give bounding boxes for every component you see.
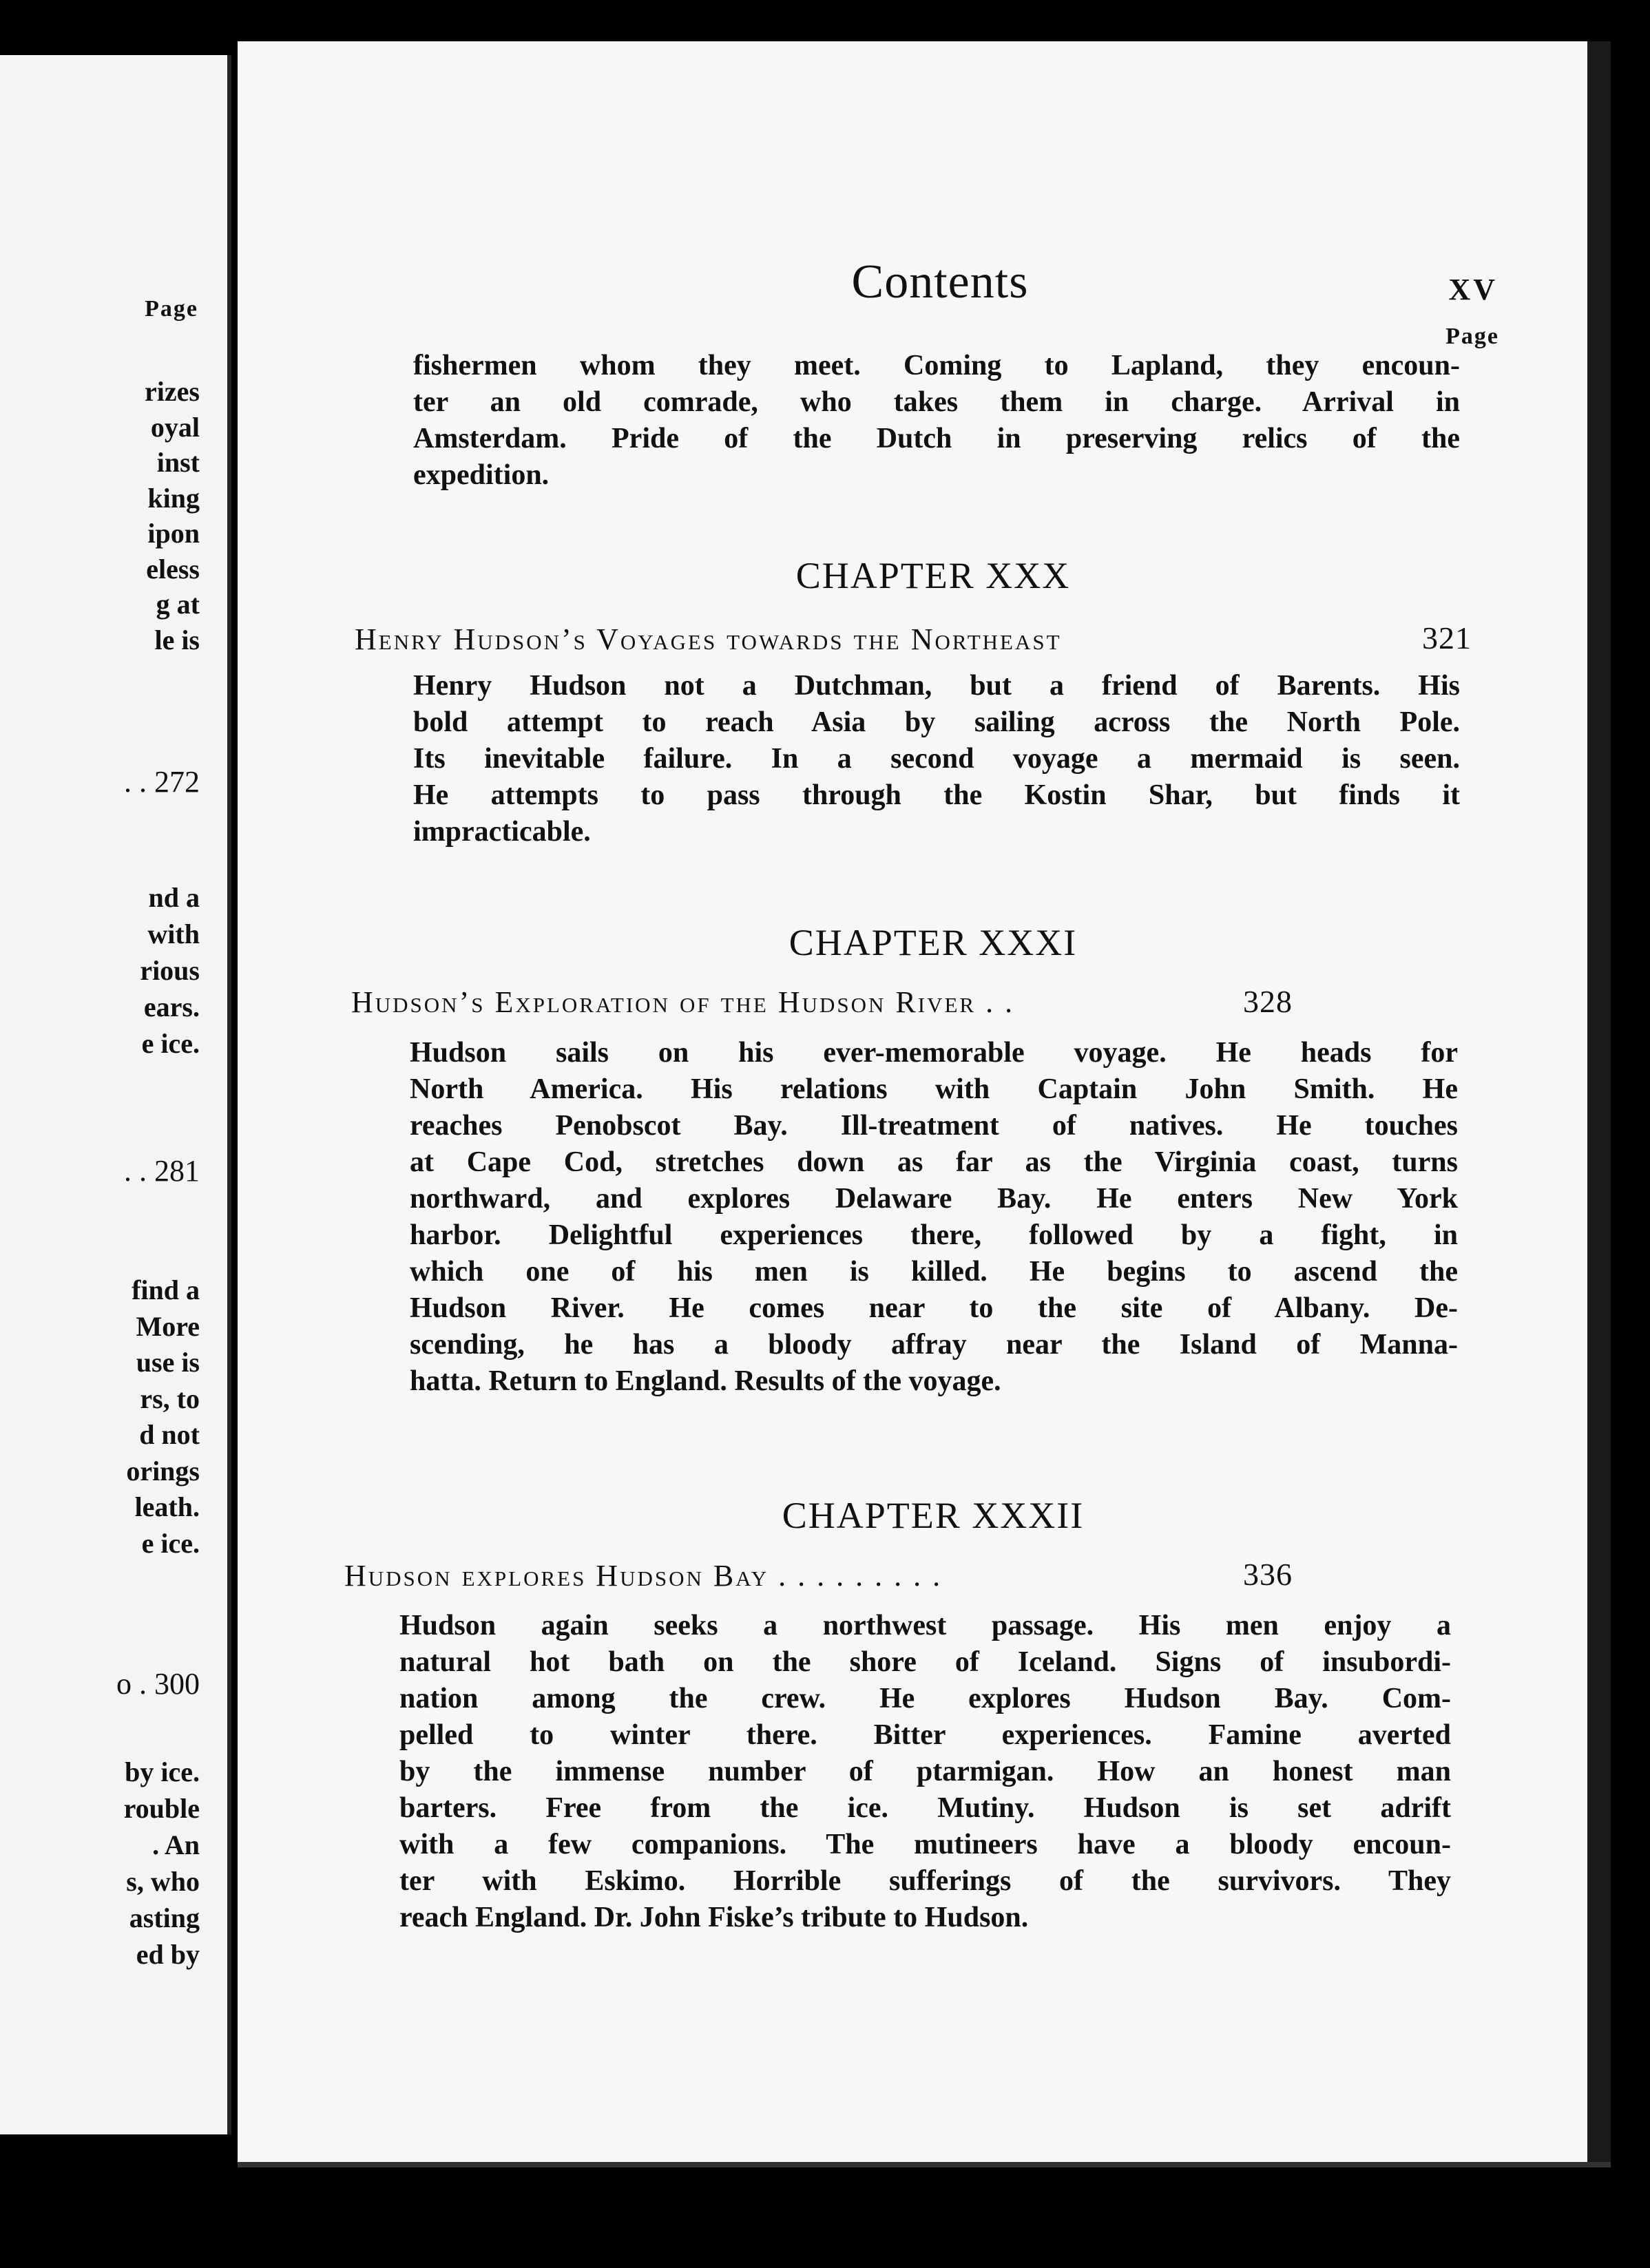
left-page-text-fragment: eless: [146, 553, 200, 585]
text-line: expedition.: [413, 459, 550, 491]
left-page-text-fragment: orings: [126, 1455, 200, 1487]
text-line: reaches Penobscot Bay. Ill-treatment of natives. He touches: [410, 1110, 1458, 1142]
chapter-heading: CHAPTER XXXI: [789, 922, 1078, 963]
chapter-page-number: 336: [1243, 1557, 1293, 1592]
left-page-text-fragment: ipon: [147, 518, 200, 549]
text-line: bold attempt to reach Asia by sailing across the North Pole.: [413, 706, 1460, 738]
left-page-text-fragment: use is: [136, 1347, 200, 1378]
left-page-text-fragment: e ice.: [141, 1028, 200, 1059]
text-line: scending, he has a bloody affray near the Island of Manna-: [410, 1329, 1458, 1361]
text-line: impracticable.: [413, 816, 591, 848]
left-page-text-fragment: by ice.: [125, 1756, 200, 1787]
text-line: Hudson River. He comes near to the site of Albany. De-: [410, 1292, 1458, 1324]
left-page-text-fragment: ears.: [143, 991, 200, 1022]
left-page-text-fragment: ed by: [136, 1939, 200, 1970]
left-page-label: Page: [145, 296, 198, 322]
text-line: by the immense number of ptarmigan. How an honest man: [399, 1756, 1451, 1787]
text-line: which one of his men is killed. He begins to ascend the: [410, 1256, 1458, 1288]
left-page-text-fragment: rizes: [145, 376, 200, 407]
text-line: Henry Hudson not a Dutchman, but a friend of Barents. His: [413, 670, 1460, 702]
chapter-summary: [399, 1608, 1451, 1936]
text-line: barters. Free from the ice. Mutiny. Hudson is set adrift: [399, 1792, 1451, 1824]
intro-paragraph: [413, 348, 1460, 494]
left-page-text-fragment: More: [136, 1310, 200, 1342]
text-line: pelled to winter there. Bitter experiences. Famine averted: [399, 1719, 1451, 1751]
left-page-text-fragment: find a: [132, 1274, 200, 1305]
text-line: nation among the crew. He explores Hudson Bay. Com-: [399, 1683, 1451, 1714]
chapter-page-number: 328: [1243, 984, 1293, 1019]
left-page-text-fragment: le is: [154, 624, 200, 655]
text-line: ter with Eskimo. Horrible sufferings of the survivors. They: [399, 1865, 1451, 1897]
left-page-text-fragment: g at: [156, 589, 200, 620]
left-page-ref-1: . . 272: [124, 765, 200, 799]
text-line: reach England. Dr. John Fiske’s tribute to Hudson.: [399, 1902, 1029, 1933]
text-line: harbor. Delightful experiences there, followed by a fight, in: [410, 1219, 1458, 1251]
page-column-label: Page: [1445, 324, 1499, 349]
left-page-text-fragment: nd a: [148, 882, 200, 913]
text-line: natural hot bath on the shore of Iceland. Signs of insubordi-: [399, 1646, 1451, 1678]
left-page-text-fragment: . An: [152, 1829, 200, 1860]
text-line: Its inevitable failure. In a second voyage a mermaid is seen.: [413, 743, 1460, 775]
left-page-text-fragment: e ice.: [141, 1527, 200, 1559]
left-page-text-fragment: rious: [140, 955, 200, 986]
left-facing-page: [0, 55, 231, 2134]
chapter-heading: CHAPTER XXX: [795, 555, 1071, 596]
page-bottom-edge: [238, 2162, 1611, 2167]
page-title: Contents: [851, 255, 1029, 308]
chapter-page-number: 321: [1422, 620, 1472, 655]
text-line: Hudson sails on his ever-memorable voyage. He heads for: [410, 1037, 1458, 1069]
chapter-heading: CHAPTER XXXII: [782, 1495, 1085, 1536]
left-page-ref-2: . . 281: [124, 1154, 200, 1188]
chapter-summary: [413, 668, 1460, 850]
text-line: North America. His relations with Captain John Smith. He: [410, 1073, 1458, 1105]
text-line: Amsterdam. Pride of the Dutch in preserving relics of the: [413, 423, 1460, 454]
left-page-text-fragment: leath.: [134, 1491, 200, 1522]
left-page-ref-3: o . 300: [116, 1667, 200, 1701]
chapter-title: Hudson’s Exploration of the Hudson River . .: [351, 985, 1015, 1019]
text-line: with a few companions. The mutineers have a bloody encoun-: [399, 1829, 1451, 1860]
text-line: He attempts to pass through the Kostin Shar, but finds it: [413, 779, 1460, 811]
contents-page: [238, 41, 1611, 2162]
text-line: northward, and explores Delaware Bay. He enters New York: [410, 1183, 1458, 1215]
left-page-text-fragment: inst: [156, 447, 200, 478]
left-page-text-fragment: oyal: [150, 411, 200, 443]
text-line: ter an old comrade, who takes them in charge. Arrival in: [413, 386, 1460, 418]
text-line: at Cape Cod, stretches down as far as the Virginia coast, turns: [410, 1146, 1458, 1178]
text-line: hatta. Return to England. Results of the voyage.: [410, 1365, 1001, 1397]
left-page-text-fragment: rouble: [123, 1793, 200, 1824]
chapter-title: Henry Hudson’s Voyages towards the Northeast: [355, 622, 1062, 656]
text-line: fishermen whom they meet. Coming to Lapland, they encoun-: [413, 350, 1460, 381]
folio-number: XV: [1448, 273, 1498, 306]
left-page-text-fragment: king: [147, 482, 200, 514]
left-page-text-fragment: rs, to: [140, 1383, 200, 1414]
chapter-summary: [410, 1035, 1458, 1400]
text-line: Hudson again seeks a northwest passage. His men enjoy a: [399, 1610, 1451, 1641]
left-page-text-fragment: d not: [139, 1419, 200, 1450]
chapter-title: Hudson explores Hudson Bay . . . . . . . . .: [344, 1559, 943, 1593]
left-page-text-fragment: asting: [129, 1902, 200, 1933]
left-page-text-fragment: s, who: [126, 1866, 200, 1897]
left-page-text-fragment: with: [147, 918, 200, 949]
